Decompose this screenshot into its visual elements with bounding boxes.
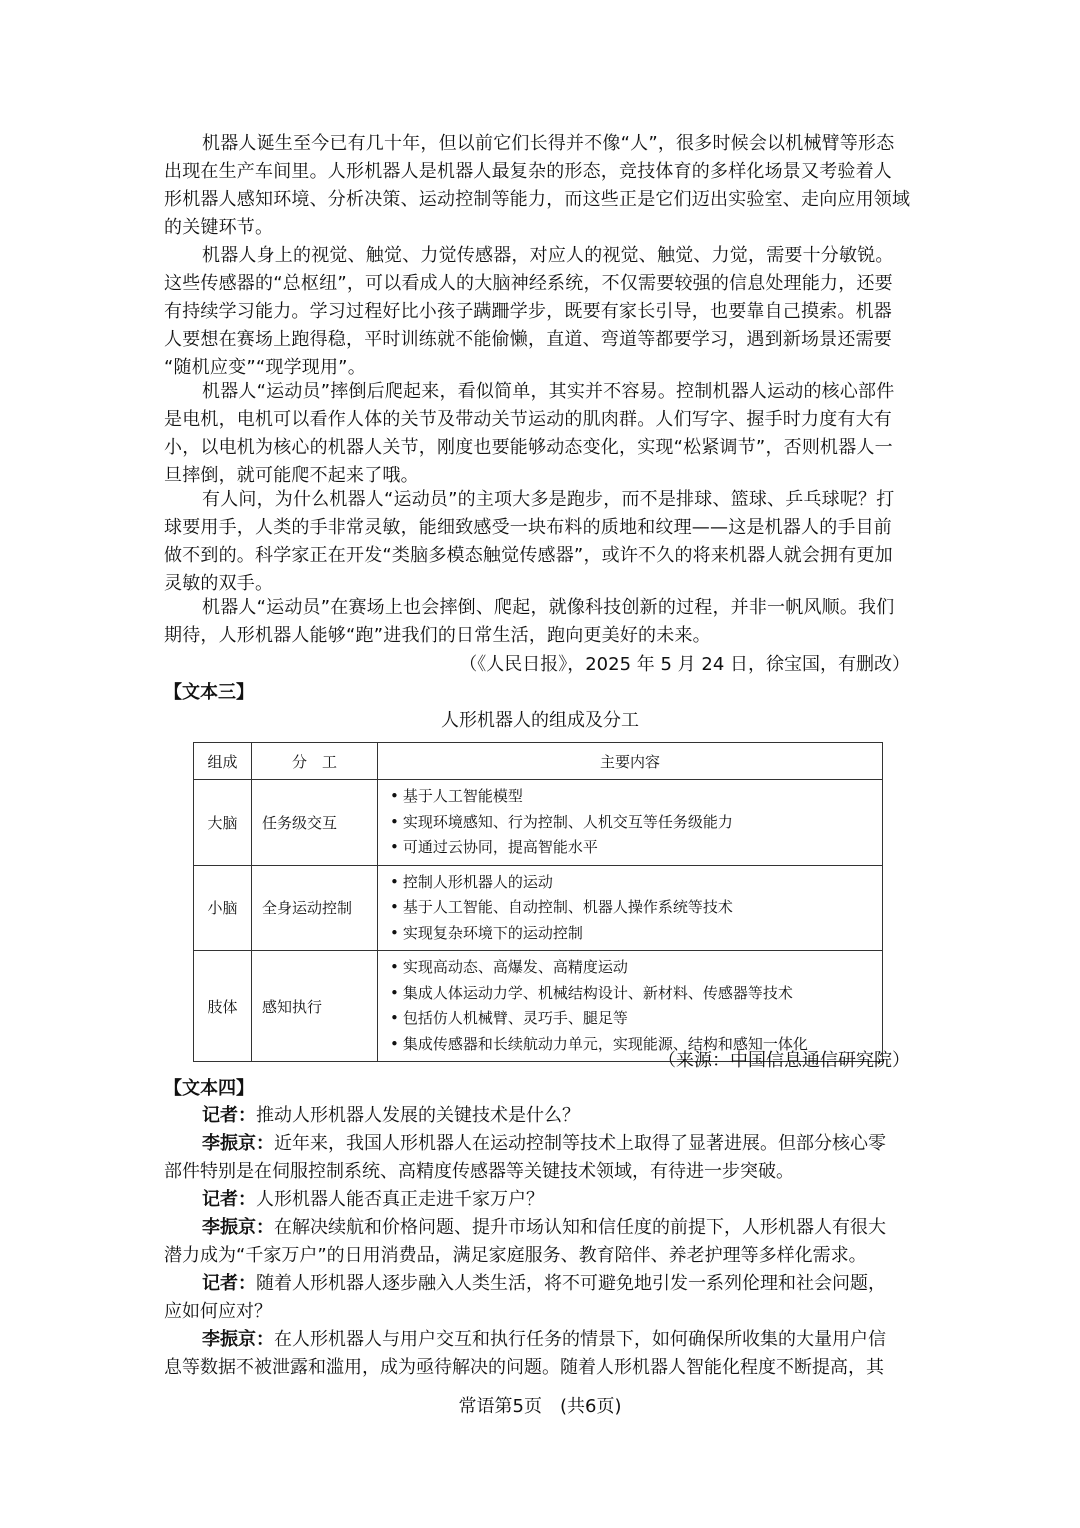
paragraph-3 [164,378,916,490]
paragraph-line: 灵敏的双手。 [164,573,274,594]
qa-line: 息等数据不被泄露和滥用，成为亟待解决的问题。随着人形机器人智能化程度不断提高，其 [164,1357,884,1378]
section-label-text3: 【文本三】 [164,682,254,703]
paragraph-4 [164,486,916,598]
paragraph-line: 球要用手，人类的手非常灵敏，能细致感受一块布料的质地和纹理——这是机器人的手目前 [164,517,892,538]
paragraph-line: 旦摔倒，就可能爬不起来了哦。 [164,465,419,486]
cell-content [378,780,883,866]
speaker-reporter: 记者： [202,1273,256,1294]
qa-line [164,1326,916,1354]
content-item: • 包括仿人机械臂、灵巧手、腿足等 [390,1006,882,1032]
qa-line [164,1130,916,1158]
qa-line: 部件特别是在伺服控制系统、高精度传感器等关键技术领域，有待进一步突破。 [164,1161,794,1182]
content-item: • 实现环境感知、行为控制、人机交互等任务级能力 [390,810,882,836]
content-item: • 实现复杂环境下的运动控制 [390,921,882,947]
speaker-li-zhenjing: 李振京： [202,1133,274,1154]
header-content: 主要内容 [378,743,883,780]
cell-role: 全身运动控制 [252,865,378,951]
content-item: • 集成传感器和长续航动力单元，实现能源、结构和感知一体化 [390,1032,882,1058]
table-row [194,951,883,1062]
qa-text: 近年来，我国人形机器人在运动控制等技术上取得了显著进展。但部分核心零 [274,1133,886,1154]
qa-line [164,1186,916,1214]
content-item: • 基于人工智能模型 [390,784,882,810]
speaker-li-zhenjing: 李振京： [202,1329,274,1350]
qa-text: 人形机器人能否真正走进千家万户？ [256,1189,544,1210]
qa-text: 在解决续航和价格问题、提升市场认知和信任度的前提下，人形机器人有很大 [274,1217,886,1238]
paragraph-line: 机器人“运动员”摔倒后爬起来，看似简单，其实并不容易。控制机器人运动的核心部件 [202,381,895,402]
cell-part: 小脑 [194,865,252,951]
qa-text: 推动人形机器人发展的关键技术是什么？ [256,1105,580,1126]
table-row [194,780,883,866]
qa-text: 在人形机器人与用户交互和执行任务的情景下，如何确保所收集的大量用户信 [274,1329,886,1350]
paragraph-line: 有人问，为什么机器人“运动员”的主项大多是跑步，而不是排球、篮球、乒乓球呢？打 [202,489,895,510]
cell-content [378,865,883,951]
table-source: （来源：中国信息通信研究院） [658,1050,910,1071]
header-role: 分 工 [252,743,378,780]
page-footer: 常语第5页 (共6页) [458,1396,622,1417]
header-part: 组成 [194,743,252,780]
paragraph-line: 有持续学习能力。学习过程好比小孩子蹒跚学步，既要有家长引导，也要靠自己摸索。机器 [164,301,892,322]
paragraph-line: 机器人诞生至今已有几十年，但以前它们长得并不像“人”，很多时候会以机械臂等形态 [202,133,895,154]
table-header-row [194,743,883,780]
paragraph-line: 形机器人感知环境、分析决策、运动控制等能力，而这些正是它们迈出实验室、走向应用领域 [164,189,911,210]
content-item: • 集成人体运动力学、机械结构设计、新材料、传感器等技术 [390,981,882,1007]
cell-part: 大脑 [194,780,252,866]
paragraph-line: 机器人身上的视觉、触觉、力觉传感器，对应人的视觉、触觉、力觉，需要十分敏锐。 [202,245,894,266]
qa-line: 潜力成为“千家万户”的日用消费品，满足家庭服务、教育陪伴、养老护理等多样化需求。 [164,1245,867,1266]
interview-qa [164,1102,916,1382]
paragraph-line: 的关键环节。 [164,217,274,238]
cell-role: 感知执行 [252,951,378,1062]
qa-line [164,1214,916,1242]
paragraph-2 [164,242,916,382]
qa-line [164,1270,916,1298]
speaker-reporter: 记者： [202,1105,256,1126]
paragraph-5 [164,594,916,650]
content-item: • 可通过云协同，提高智能水平 [390,835,882,861]
table-row [194,865,883,951]
qa-line: 应如何应对？ [164,1301,272,1322]
section-label-text4: 【文本四】 [164,1078,254,1099]
paragraph-line: 这些传感器的“总枢纽”，可以看成人的大脑神经系统，不仅需要较强的信息处理能力，还要 [164,273,893,294]
table-title: 人形机器人的组成及分工 [441,710,639,731]
speaker-reporter: 记者： [202,1189,256,1210]
paragraph-line: 出现在生产车间里。人形机器人是机器人最复杂的形态，竞技体育的多样化场景又考验着人 [164,161,892,182]
content-item: • 基于人工智能、自动控制、机器人操作系统等技术 [390,895,882,921]
paragraph-line: 做不到的。科学家正在开发“类脑多模态触觉传感器”，或许不久的将来机器人就会拥有更加 [164,545,893,566]
paragraph-line: 小，以电机为核心的机器人关节，刚度也要能够动态变化，实现“松紧调节”，否则机器人一 [164,437,893,458]
cell-role: 任务级交互 [252,780,378,866]
cell-part: 肢体 [194,951,252,1062]
cell-content [378,951,883,1062]
paragraph-line: 是电机，电机可以看作人体的关节及带动关节运动的肌肉群。人们写字、握手时力度有大有 [164,409,892,430]
paragraph-line: “随机应变”“现学现用”。 [164,357,366,378]
paragraph-line: 期待，人形机器人能够“跑”进我们的日常生活，跑向更美好的未来。 [164,625,711,646]
speaker-li-zhenjing: 李振京： [202,1217,274,1238]
robot-composition-table [193,742,883,1062]
paragraph-line: 人要想在赛场上跑得稳，平时训练就不能偷懒，直道、弯道等都要学习，遇到新场景还需要 [164,329,892,350]
content-item: • 实现高动态、高爆发、高精度运动 [390,955,882,981]
paragraph-1 [164,130,916,242]
content-item: • 控制人形机器人的运动 [390,870,882,896]
citation: （《人民日报》，2025 年 5 月 24 日，徐宝国，有删改） [459,654,910,675]
qa-text: 随着人形机器人逐步融入人类生活，将不可避免地引发一系列伦理和社会问题， [256,1273,886,1294]
qa-line [164,1102,916,1130]
paragraph-line: 机器人“运动员”在赛场上也会摔倒、爬起，就像科技创新的过程，并非一帆风顺。我们 [202,597,895,618]
